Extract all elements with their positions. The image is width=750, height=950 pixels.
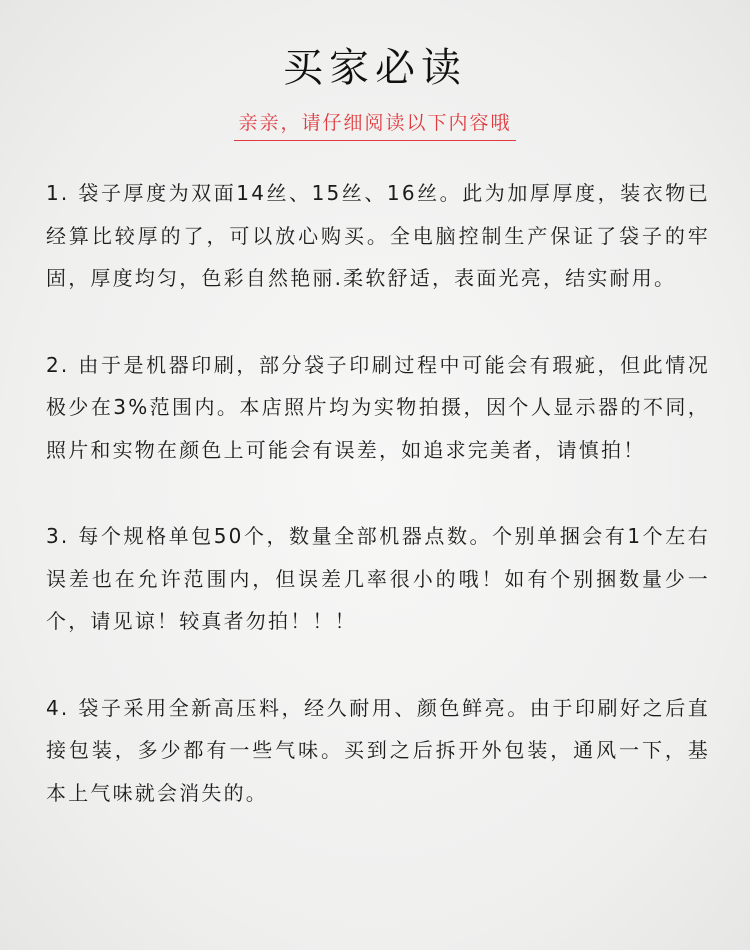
subtitle-container (0, 108, 750, 141)
notice-item-3: 3. 每个规格单包50个，数量全部机器点数。个别单捆会有1个左右误差也在允许范围内，但误差几率很小的哦！如有个别捆数量少一个，请见谅！较真者勿拍！！！ (46, 524, 710, 633)
notice-item-4: 4. 袋子采用全新高压料，经久耐用、颜色鲜亮。由于印刷好之后直接包装，多少都有一些气味。买到之后拆开外包装，通风一下，基本上气味就会消失的。 (46, 695, 710, 805)
notice-item-1: 1. 袋子厚度为双面14丝、15丝、16丝。此为加厚厚度，装衣物已经算比较厚的了，可以放心购买。全电脑控制生产保证了袋子的牢固，厚度均匀，色彩自然艳丽.柔软舒适，表面光亮，结实耐用。 (46, 181, 710, 290)
notice-list (46, 172, 710, 814)
notice-item-2: 2. 由于是机器印刷，部分袋子印刷过程中可能会有瑕疵，但此情况极少在3%范围内。本店照片均为实物拍摄，因个人显示器的不同，照片和实物在颜色上可能会有误差，如追求完美者，请慎拍！ (46, 352, 710, 462)
page-subtitle: 亲亲，请仔细阅读以下内容哦 (234, 108, 515, 141)
page-title: 买家必读 (283, 45, 467, 91)
